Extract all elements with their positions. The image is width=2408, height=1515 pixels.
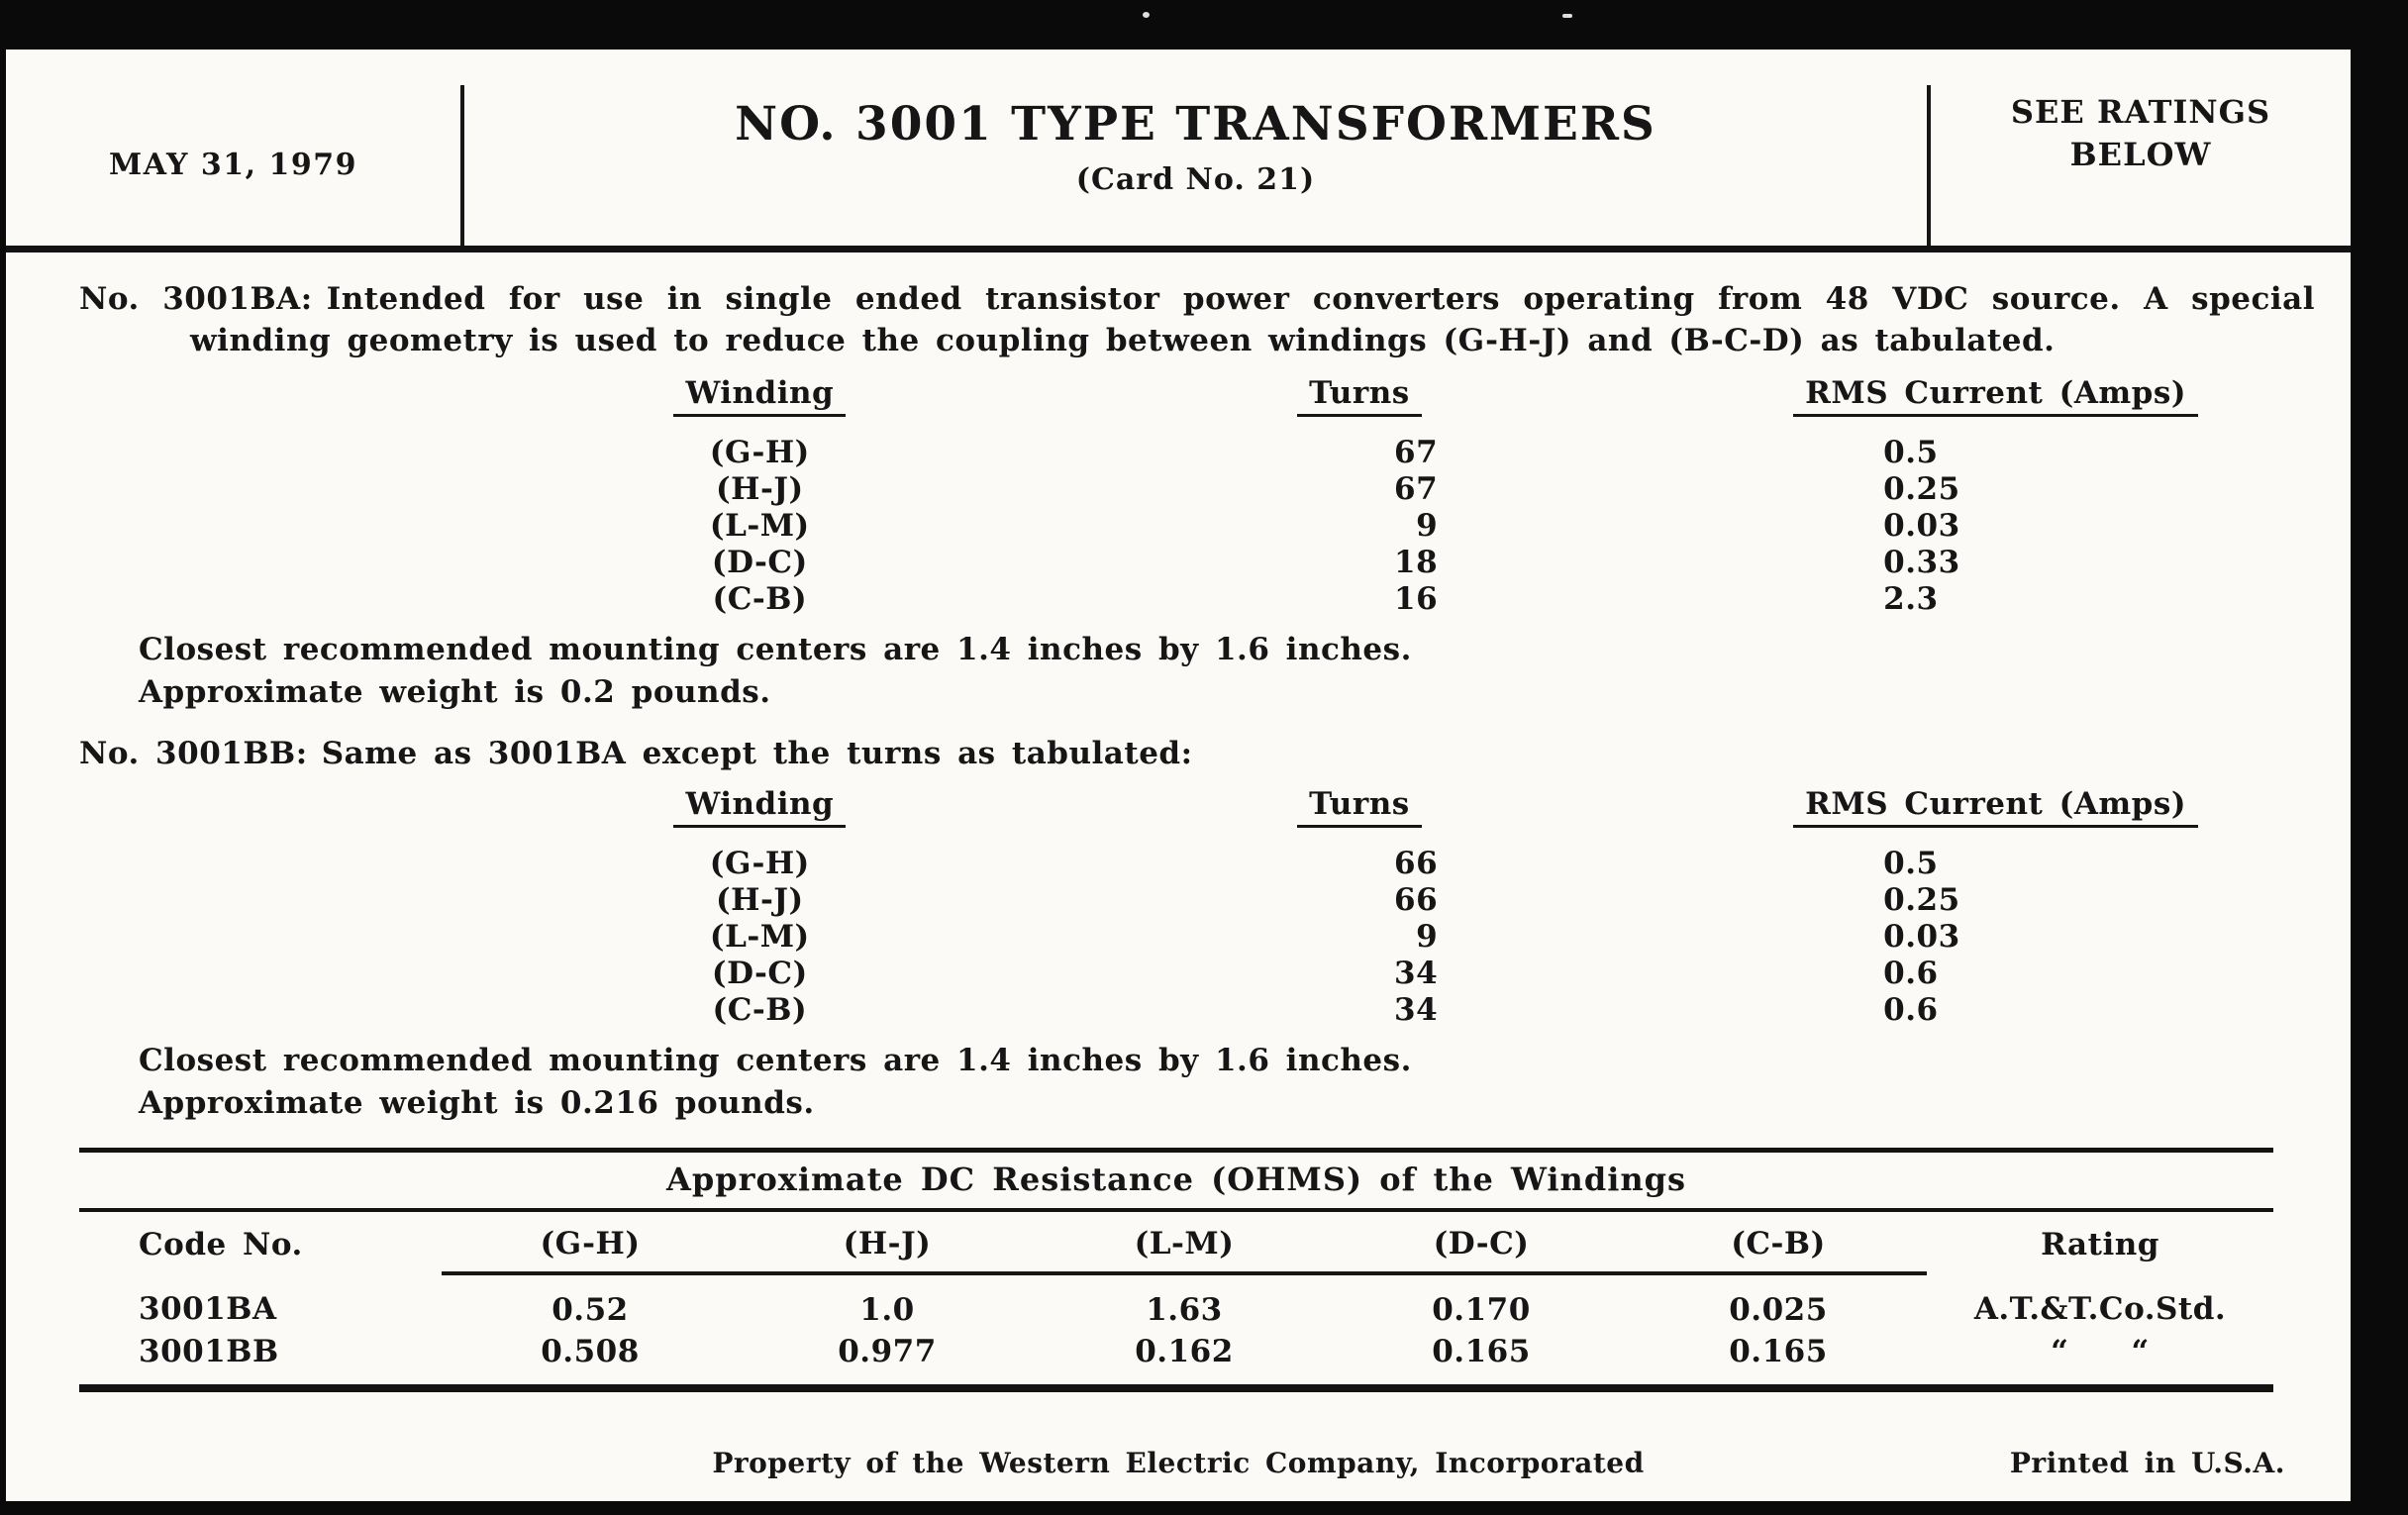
table-cell: 2.3 xyxy=(1883,581,1939,617)
table-cell: 66 xyxy=(1394,846,1439,881)
card-footer xyxy=(6,1447,2351,1501)
table-row xyxy=(442,919,2351,956)
ratings-note-line2: BELOW xyxy=(2069,136,2212,174)
table-cell: 0.6 xyxy=(1883,956,1939,991)
scan-speck xyxy=(1143,12,1150,18)
table-cell: 0.165 xyxy=(1432,1334,1531,1369)
property-notice: Property of the Western Electric Company, Incorporated xyxy=(712,1447,1645,1479)
table-cell: (L-M) xyxy=(709,508,810,544)
printed-notice: Printed in U.S.A. xyxy=(2009,1447,2285,1479)
mounting-note-ba: Closest recommended mounting centers are 1.4 inches by 1.6 inches. xyxy=(139,632,1412,667)
table-row xyxy=(442,423,2351,471)
table-row xyxy=(442,882,2351,919)
table-cell: 9 xyxy=(1416,919,1439,955)
section-bb-paragraph xyxy=(79,733,2315,774)
column-header-hj: (H-J) xyxy=(739,1212,1036,1273)
scan-speck xyxy=(1562,14,1572,18)
table-cell: 16 xyxy=(1394,581,1439,617)
table-cell: 34 xyxy=(1394,992,1439,1028)
table-row xyxy=(442,508,2351,545)
table-row xyxy=(79,1331,2273,1384)
dc-resistance-table xyxy=(79,1212,2273,1384)
table-cell: 0.977 xyxy=(838,1334,937,1369)
column-header-dc: (D-C) xyxy=(1333,1212,1630,1273)
table-cell: 34 xyxy=(1394,956,1439,991)
table-cell: 66 xyxy=(1394,882,1439,918)
table-cell: 67 xyxy=(1394,435,1439,470)
card-title-block xyxy=(460,85,1931,246)
column-header-rms-current: RMS Current (Amps) xyxy=(1641,786,2351,834)
mounting-note-bb: Closest recommended mounting centers are 1.4 inches by 1.6 inches. xyxy=(139,1043,1412,1078)
table-cell: 0.025 xyxy=(1729,1292,1828,1328)
table-cell: 0.508 xyxy=(541,1334,640,1369)
column-header-code-no: Code No. xyxy=(139,1227,303,1262)
table-row xyxy=(442,545,2351,581)
table-cell: (C-B) xyxy=(712,581,808,617)
section-bb-description: Same as 3001BA except the turns as tabulated: xyxy=(321,736,1193,771)
ratings-note xyxy=(1931,50,2351,246)
ratings-note-line1: SEE RATINGS xyxy=(2010,93,2271,131)
table-cell: (G-H) xyxy=(709,846,810,881)
column-header-lm: (L-M) xyxy=(1036,1212,1333,1273)
table-cell: 0.170 xyxy=(1432,1292,1531,1328)
table-cell: (D-C) xyxy=(711,545,808,580)
weight-note-bb: Approximate weight is 0.216 pounds. xyxy=(139,1085,815,1121)
column-header-turns: Turns xyxy=(1078,786,1642,834)
column-header-winding: Winding xyxy=(442,786,1078,834)
section-ba-description: Intended for use in single ended transistor power converters operating from 48 VDC source. A special winding geometry is used to reduce the coupling between windings (G-H-J) and (B-C-D) as tabulated. xyxy=(190,281,2315,358)
table-cell: (D-C) xyxy=(711,956,808,991)
table-cell: 18 xyxy=(1394,545,1439,580)
table-header-row xyxy=(442,786,2351,834)
column-header-rating: Rating xyxy=(2041,1227,2159,1262)
table-cell: “ “ xyxy=(2051,1334,2150,1369)
column-header-cb: (C-B) xyxy=(1630,1212,1927,1273)
winding-table-ba xyxy=(442,375,2351,618)
card-header xyxy=(6,50,2351,252)
column-header-turns: Turns xyxy=(1078,375,1642,423)
card-date: MAY 31, 1979 xyxy=(109,147,357,182)
table-cell: (C-B) xyxy=(712,992,808,1028)
column-header-rms-current: RMS Current (Amps) xyxy=(1641,375,2351,423)
table-cell: 0.03 xyxy=(1883,919,1960,955)
page-title: NO. 3001 TYPE TRANSFORMERS xyxy=(735,97,1656,152)
table-cell: 0.5 xyxy=(1883,435,1939,470)
table-row xyxy=(442,471,2351,508)
table-cell: 0.03 xyxy=(1883,508,1960,544)
section-ba-paragraph xyxy=(79,278,2315,361)
table-cell: 9 xyxy=(1416,508,1439,544)
table-cell: 0.33 xyxy=(1883,545,1960,580)
section-ba-label: No. 3001BA: xyxy=(79,281,313,317)
table-row xyxy=(442,581,2351,618)
weight-note-ba: Approximate weight is 0.2 pounds. xyxy=(139,674,771,710)
table-cell: 0.165 xyxy=(1729,1334,1828,1369)
table-cell: 3001BB xyxy=(139,1334,279,1369)
table-cell: 0.52 xyxy=(552,1292,629,1328)
winding-table-bb xyxy=(442,786,2351,1029)
table-cell: 1.63 xyxy=(1146,1292,1223,1328)
column-header-gh: (G-H) xyxy=(442,1212,739,1273)
table-cell: 0.25 xyxy=(1883,882,1960,918)
table-cell: 0.25 xyxy=(1883,471,1960,507)
table-cell: (H-J) xyxy=(715,882,804,918)
table-cell: 0.162 xyxy=(1135,1334,1234,1369)
document-page xyxy=(6,50,2351,1501)
table-row xyxy=(79,1273,2273,1331)
table-cell: 0.6 xyxy=(1883,992,1939,1028)
table-row xyxy=(442,992,2351,1029)
section-bb-label: No. 3001BB: xyxy=(79,736,308,771)
table-row xyxy=(442,834,2351,882)
table-row xyxy=(442,956,2351,992)
column-header-winding: Winding xyxy=(442,375,1078,423)
card-number: (Card No. 21) xyxy=(1075,161,1316,197)
table-header-row xyxy=(442,375,2351,423)
table-cell: A.T.&T.Co.Std. xyxy=(1973,1291,2227,1327)
dc-resistance-title: Approximate DC Resistance (OHMS) of the Windings xyxy=(79,1153,2273,1212)
dc-resistance-section xyxy=(79,1148,2273,1392)
card-body xyxy=(6,252,2351,1501)
table-cell: (H-J) xyxy=(715,471,804,507)
table-header-row xyxy=(79,1212,2273,1273)
table-cell: (G-H) xyxy=(709,435,810,470)
table-cell: 0.5 xyxy=(1883,846,1939,881)
table-cell: 1.0 xyxy=(859,1292,915,1328)
table-cell: 67 xyxy=(1394,471,1439,507)
table-cell: (L-M) xyxy=(709,919,810,955)
table-cell: 3001BA xyxy=(139,1291,277,1327)
